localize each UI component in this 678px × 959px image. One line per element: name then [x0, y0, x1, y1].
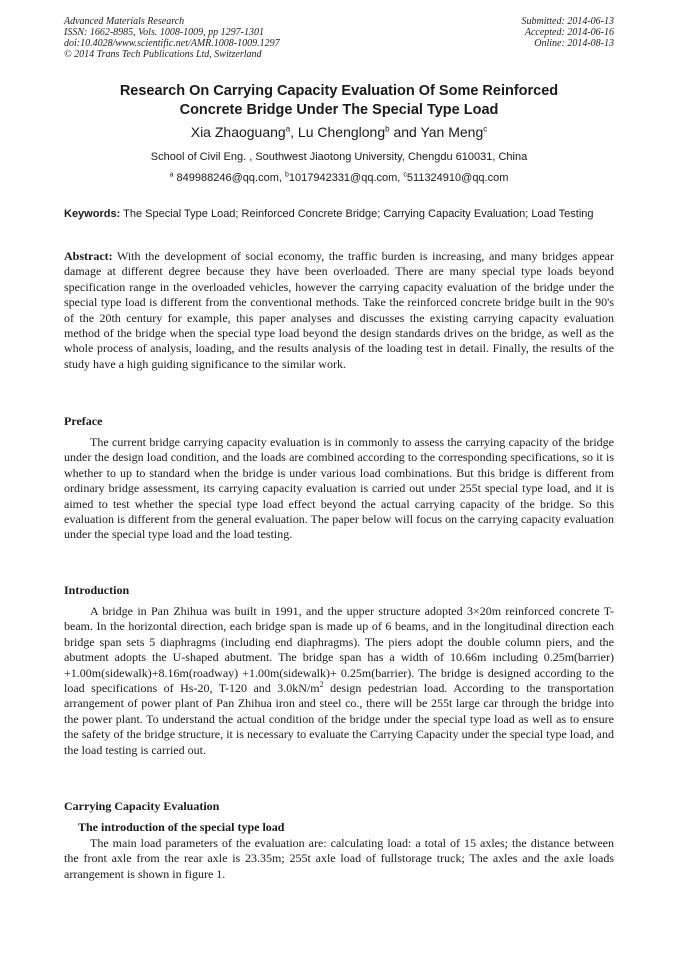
abstract-label: Abstract: [64, 249, 113, 263]
carrying-capacity-heading: Carrying Capacity Evaluation [64, 799, 220, 813]
special-load-paragraph: The main load parameters of the evaluation are: calculating load: a total of 15 axles; the distance between the front axle from the rear axle is 23.35m; 255t axle load of fullstorage truck; The axles and the axle loads arrangement is shown in figure 1. [64, 836, 614, 881]
copyright-line: © 2014 Trans Tech Publications Ltd, Switzerland [64, 49, 262, 60]
author-2: , Lu Chenglong [290, 124, 386, 140]
accepted-date: Accepted: 2014-06-16 [524, 27, 614, 38]
introduction-paragraph [64, 604, 614, 758]
introduction-heading: Introduction [64, 583, 130, 597]
journal-name: Advanced Materials Research [64, 16, 185, 27]
special-load-subheading: The introduction of the special type load [78, 820, 285, 834]
title-line-2: Concrete Bridge Under The Special Type Load [179, 102, 499, 118]
author-3: and Yan Meng [389, 124, 484, 140]
introduction-text-b: design pedestrian load. According to the transportation arrangement of power plant of Pan Zhihua iron and steel co., there will be 255t large car through the bridge into the power plant. To understand the actual condition of the bridge under the special type load as well as to ensure the safety of the bridge structure, it is necessary to evaluate the Carrying Capacity under the special type load, and the load testing is carried out. [64, 681, 615, 757]
keywords-label: Keywords: [64, 208, 121, 220]
preface-heading: Preface [64, 414, 103, 428]
abstract-block [64, 249, 614, 372]
issn-line: ISSN: 1662-8985, Vols. 1008-1009, pp 1297-1301 [64, 27, 264, 38]
abstract-text: With the development of social economy, the traffic burden is increasing, and many bridges appear damage at different degree because they have been overloaded. There are many special type loads beyond specification range in the overloaded vehicles, however the carrying capacity evaluation of the bridge under the special type load is different from the conventional methods. Take the reinforced concrete bridge built in the 90's of the 20th century for example, this paper analyses and discusses the existing carrying capacity evaluation method of the bridge when the special type load beyond the design standards drives on the bridge, as well as the whole process of analysis, loading, and the results analysis of the loading test in detail. Finally, the results of the study have a high guiding significance to the similar work. [64, 249, 614, 371]
introduction-superscript: 2 [319, 680, 324, 690]
email-1: 849988246@qq.com, [173, 172, 285, 184]
keywords-text: The Special Type Load; Reinforced Concrete Bridge; Carrying Capacity Evaluation; Load Testing [120, 208, 594, 220]
title-line-1: Research On Carrying Capacity Evaluation Of Some Reinforced [119, 83, 559, 99]
email-2-mark: b [284, 171, 289, 179]
submission-dates [522, 16, 615, 49]
keywords-block [64, 207, 614, 221]
paper-title [40, 82, 638, 120]
author-1: Xia Zhaoguang [190, 124, 286, 140]
author-1-mark: a [285, 124, 291, 134]
doi-line: doi:10.4028/www.scientific.net/AMR.1008-1009.1297 [64, 38, 280, 49]
submitted-date: Submitted: 2014-06-13 [521, 16, 614, 27]
affiliation: School of Civil Eng. , Southwest Jiaotong University, Chengdu 610031, China [150, 151, 528, 163]
online-date: Online: 2014-08-13 [534, 38, 614, 49]
email-3-mark: c [403, 171, 407, 179]
introduction-text-a: A bridge in Pan Zhihua was built in 1991, and the upper structure adopted 3×20m reinforced concrete T-beam. In the horizontal direction, each bridge span is made up of 6 beams, and in the longitudinal direction each bridge span sets 5 diaphragms (including end diaphragms). The piers adopt the double column piers, and the abutment adopts the U-shaped abutment. The bridge span has a width of 10.66m including 0.25m(barrier) +1.00m(sidewalk)+8.16m(roadway) +1.00m(sidewalk)+ 0.25m(barrier). The bridge is designed according to the load specifications of Hs-20, T-120 and 3.0kN/m [64, 604, 614, 696]
email-2: 1017942331@qq.com, [288, 172, 404, 184]
journal-meta [64, 16, 280, 60]
preface-paragraph: The current bridge carrying capacity evaluation is in commonly to assess the carrying capacity of the bridge under the design load condition, and the loads are combined according to the corresponding specifications, so it is whether to up to standard when the bridge is under various load combinations. But this bridge is different from ordinary bridge assessment, its carrying capacity evaluation is carried out under 255t special type load, and it is aimed to test whether the special type load effect beyond the actual carrying capacity of the bridge. So this evaluation is different from the general evaluation. The paper below will focus on the carrying capacity evaluation under the special type load and the load testing. [64, 435, 614, 542]
email-3: 511324910@qq.com [406, 172, 509, 184]
email-list [40, 171, 638, 185]
author-list [40, 124, 638, 140]
email-1-mark: a [169, 171, 174, 179]
author-3-mark: c [483, 124, 488, 134]
author-2-mark: b [385, 124, 390, 134]
